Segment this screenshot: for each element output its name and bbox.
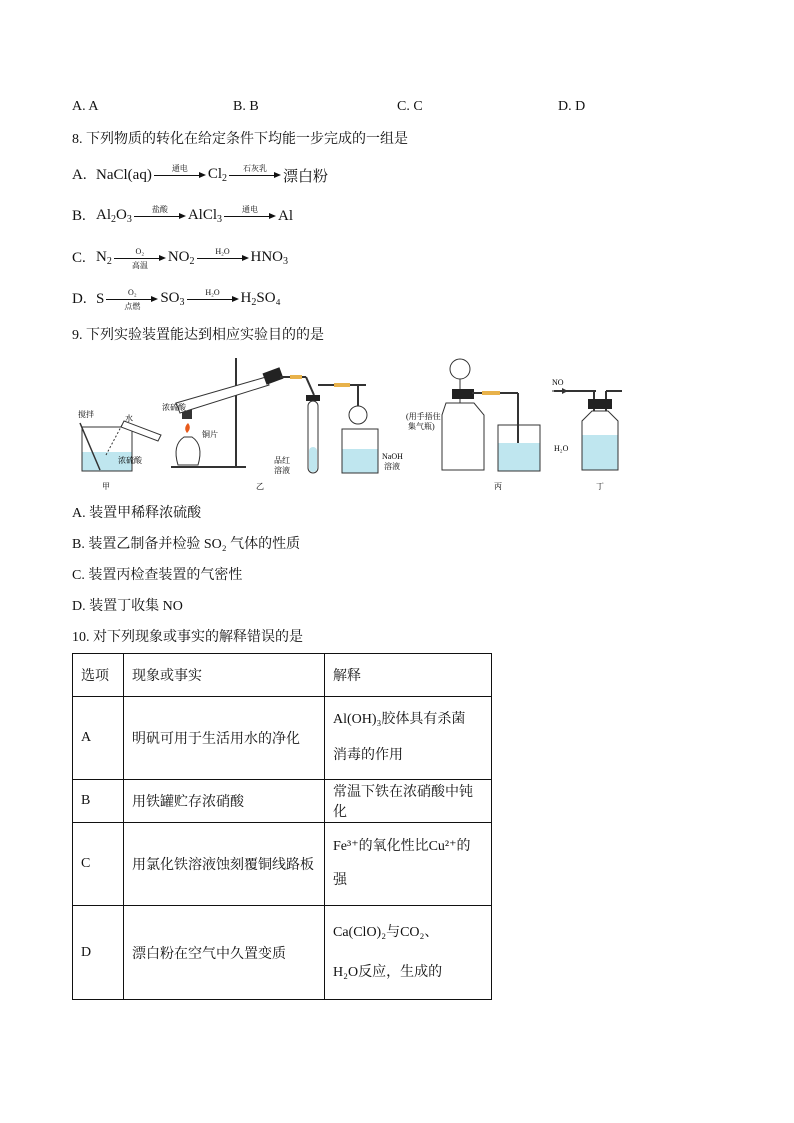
label-stir: 搅拌	[78, 410, 94, 419]
label-pinhong-solution: 溶液	[274, 466, 290, 475]
species: $NO_2$	[167, 249, 195, 267]
cell-fact: 漂白粉在空气中久置变质	[124, 906, 325, 1000]
species: 漂白粉	[283, 168, 329, 185]
caption-jia: 甲	[102, 482, 110, 491]
table-row	[73, 823, 492, 906]
label-pinhong: 品红	[274, 456, 290, 465]
label-note1: (用手捂住	[406, 412, 441, 421]
species: $Cl_2$	[207, 166, 227, 184]
species: $H_2SO_4$	[240, 290, 281, 308]
q8-option-a	[72, 162, 328, 188]
arrow-condition-below: 高温	[131, 261, 148, 270]
table-header-row	[73, 654, 492, 697]
species: $SO_3$	[160, 290, 185, 308]
arrow-condition: O₂	[128, 288, 137, 297]
cell-fact: 用铁罐贮存浓硝酸	[124, 780, 325, 823]
species: $Al_2O_3$	[96, 207, 132, 225]
header-explanation: 解释	[325, 654, 492, 697]
caption-ding: 丁	[596, 482, 604, 491]
label-copper: 铜片	[202, 430, 218, 439]
cell-explanation: Ca(ClO)₂与CO₂、 H₂O反应，生成的	[325, 906, 492, 1000]
cell-explanation: Al(OH)₃胶体具有杀菌 消毒的作用	[325, 697, 492, 780]
arrow-condition: 通电	[242, 205, 259, 214]
label-conc-acid: 浓硫酸	[118, 456, 142, 465]
apparatus-bing	[406, 359, 540, 491]
apparatus-jia	[78, 409, 161, 491]
table-row	[73, 697, 492, 780]
q8-option-d	[72, 286, 281, 312]
label-no-gas: NO	[552, 378, 564, 387]
q9-apparatus-figure	[66, 355, 636, 495]
q9-stem: 9. 下列实验装置能达到相应实验目的的是	[72, 328, 324, 343]
q8-option-b	[72, 203, 293, 229]
prev-option-d: D. D	[558, 99, 586, 114]
apparatus-ding	[552, 378, 622, 491]
cell-option: A	[73, 697, 124, 780]
reaction-arrow	[229, 164, 281, 186]
arrow-condition: 通电	[171, 164, 188, 173]
table-row	[73, 780, 492, 823]
arrow-condition: H₂O	[215, 247, 230, 256]
reaction-arrow	[134, 205, 186, 227]
option-label: A.	[72, 166, 87, 183]
reaction-arrow	[224, 205, 276, 227]
label-note2: 集气瓶)	[408, 422, 435, 431]
cell-option: B	[73, 780, 124, 823]
caption-bing: 丙	[494, 482, 502, 491]
q10-stem: 10. 对下列现象或事实的解释错误的是	[72, 630, 303, 645]
table-row	[73, 906, 492, 1000]
apparatus-yi	[162, 358, 403, 491]
arrow-condition: 石灰乳	[243, 164, 267, 173]
option-label: B.	[72, 207, 86, 224]
arrow-condition: 盐酸	[151, 205, 168, 214]
prev-option-b: B. B	[233, 99, 259, 114]
cell-option: C	[73, 823, 124, 906]
option-label: D.	[72, 290, 87, 307]
label-naoh: NaOH	[382, 452, 403, 461]
reaction-arrow	[187, 288, 239, 310]
species: AlCl$_3$	[187, 207, 223, 225]
q9-option-a: A. 装置甲稀释浓硫酸	[72, 506, 202, 521]
header-option: 选项	[73, 654, 124, 697]
reaction-arrow	[154, 164, 206, 186]
q9-option-b: B. 装置乙制备并检验 SO₂ 气体的性质	[72, 537, 301, 552]
header-fact: 现象或事实	[124, 654, 325, 697]
q9-option-d: D. 装置丁收集 NO	[72, 599, 183, 614]
arrow-condition-below: 点燃	[124, 302, 141, 311]
prev-option-a: A. A	[72, 99, 99, 114]
q8-stem: 8. 下列物质的转化在给定条件下均能一步完成的一组是	[72, 132, 408, 147]
cell-fact: 明矾可用于生活用水的净化	[124, 697, 325, 780]
q9-option-c: C. 装置丙检查装置的气密性	[72, 568, 243, 583]
reaction-arrow	[197, 247, 249, 269]
arrow-condition: O₂	[135, 247, 145, 256]
cell-explanation: Fe³⁺的氧化性比Cu²⁺的 强	[325, 823, 492, 906]
cell-explanation: 常温下铁在浓硝酸中钝化	[325, 780, 492, 823]
cell-fact: 用氯化铁溶液蚀刻覆铜线路板	[124, 823, 325, 906]
label-water: 水	[125, 414, 133, 423]
reaction-arrow	[114, 247, 166, 269]
q8-option-c	[72, 245, 288, 271]
label-conc-acid: 浓硫酸	[162, 403, 186, 412]
label-naoh-solution: 溶液	[384, 462, 400, 471]
label-h2o: H₂O	[554, 444, 569, 453]
cell-option: D	[73, 906, 124, 1000]
reaction-arrow	[106, 288, 158, 310]
arrow-condition: H₂O	[205, 288, 220, 297]
q10-table	[72, 653, 492, 1000]
prev-option-c: C. C	[397, 99, 423, 114]
option-label: C.	[72, 249, 86, 266]
species: NaCl(aq)	[96, 166, 152, 183]
caption-yi: 乙	[256, 482, 264, 491]
species: S	[96, 290, 105, 307]
species: $N_2$	[96, 249, 112, 267]
species: Al	[278, 207, 294, 224]
species: $HNO_3$	[250, 249, 289, 267]
